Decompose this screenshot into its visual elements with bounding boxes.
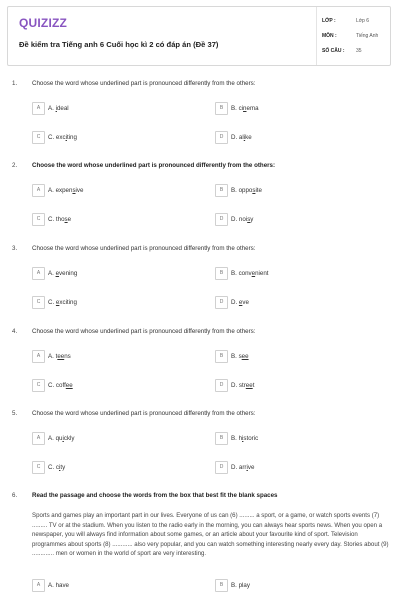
option-text-part: xciting — [59, 299, 77, 306]
option-text-part: nient — [255, 270, 269, 277]
option-text-part: deal — [56, 105, 69, 112]
underlined-part: e — [251, 270, 256, 277]
option-label — [48, 216, 71, 223]
underlined-part: i — [65, 134, 67, 141]
option-text-part: ckly — [63, 435, 75, 442]
option-text-part: ting — [66, 134, 77, 141]
option-label — [231, 299, 249, 306]
option-text-part: D. — [231, 464, 239, 471]
underlined-part: i — [55, 105, 57, 112]
option-letter-box: D — [215, 379, 228, 392]
question-text: Read the passage and choose the words from the box that best fit the blank spaces — [32, 492, 278, 499]
underlined-part: s — [72, 187, 76, 194]
option-letter-box: C — [32, 213, 45, 226]
question-text: Choose the word whose underlined part is pronounced differently from the others: — [32, 245, 256, 252]
option-text-part: s — [238, 353, 242, 360]
document-header — [7, 6, 391, 66]
option-text-part: y — [250, 216, 254, 223]
option-text-part: ke — [245, 134, 252, 141]
option-label — [48, 382, 73, 389]
question-number: 3. — [12, 245, 18, 252]
option-text-part: noi — [238, 216, 248, 223]
option-label — [231, 270, 269, 277]
question-text: Choose the word whose underlined part is pronounced differently from the others: — [32, 80, 256, 87]
option-letter-box: B — [215, 432, 228, 445]
option-text-part: storic — [243, 435, 259, 442]
question-number: 6. — [12, 492, 18, 499]
document-title: Đề kiểm tra Tiếng anh 6 Cuối học kì 2 có đáp án (Đề 37) — [19, 40, 219, 49]
option-text-part: conv — [238, 270, 252, 277]
option-text-part: ive — [75, 187, 84, 194]
option-label — [48, 353, 71, 360]
option-text-part: tho — [55, 216, 65, 223]
option-label — [231, 353, 249, 360]
option-text-part: D. — [231, 216, 239, 223]
option-text-part: C. — [48, 299, 56, 306]
underlined-part: ee — [65, 382, 73, 389]
question-number: 2. — [12, 162, 18, 169]
question-text: Choose the word whose underlined part is pronounced differently from the others: — [32, 410, 256, 417]
option-text-part: C. — [48, 382, 56, 389]
reading-passage: Sports and games play an important part in our lives. Everyone of us can (6) ......... a sport, or a game, or watch sports events (7) ......... TV or at the stadium. When you listen to the radio early in the morning, you can always hear sports news. When you open a newspaper, you will always find information about some games, or an article about your favourite kind of sport. Television programmes about sports (8) ............ also very popular, and you can watch something interesting nearly every day. Stories about (9) ............. men or women in the world of sport are very interesting. — [32, 512, 389, 557]
underlined-part: n — [243, 105, 247, 112]
meta-grade-value: Lớp 6 — [356, 18, 370, 24]
quizizz-logo: QUIZIZZ — [19, 16, 68, 30]
underlined-part: i — [59, 464, 61, 471]
option-letter-box: C — [32, 379, 45, 392]
question-number: 5. — [12, 410, 18, 417]
option-letter-box: A — [32, 102, 45, 115]
option-text-part: have — [55, 582, 69, 589]
option-label — [231, 435, 258, 442]
option-text-part: A. — [48, 270, 56, 277]
option-text-part: ve — [247, 464, 255, 471]
option-text-part: C. — [48, 216, 56, 223]
header-divider — [316, 7, 317, 65]
option-text-part: B. — [231, 105, 239, 112]
option-letter-box: D — [215, 131, 228, 144]
meta-subject-key: MÔN : — [322, 33, 337, 39]
meta-grade-key: LỚP : — [322, 18, 336, 24]
meta-question-count-key: SỐ CÂU : — [322, 48, 345, 54]
option-label — [48, 299, 77, 306]
option-label — [231, 216, 253, 223]
option-label — [231, 187, 262, 194]
option-label — [48, 582, 69, 589]
option-letter-box: D — [215, 213, 228, 226]
option-text-part: C. — [48, 134, 56, 141]
underlined-part: e — [55, 270, 60, 277]
option-text-part: ty — [60, 464, 66, 471]
option-label — [231, 105, 259, 112]
option-text-part: B. — [231, 353, 239, 360]
option-letter-box: A — [32, 184, 45, 197]
option-text-part: A. — [48, 105, 56, 112]
underlined-part: ee — [245, 382, 253, 389]
option-letter-box: C — [32, 296, 45, 309]
option-text-part: vening — [59, 270, 78, 277]
option-text-part: ite — [255, 187, 262, 194]
option-letter-box: B — [215, 579, 228, 592]
option-text-part: expen — [55, 187, 73, 194]
underlined-part: i — [242, 435, 244, 442]
option-letter-box: A — [32, 267, 45, 280]
option-text-part: e — [67, 216, 72, 223]
option-text-part: ve — [242, 299, 249, 306]
option-letter-box: C — [32, 461, 45, 474]
option-text-part: play — [238, 582, 250, 589]
option-text-part: str — [238, 382, 246, 389]
option-text-part: t — [55, 353, 58, 360]
option-text-part: ema — [246, 105, 259, 112]
option-label — [231, 582, 250, 589]
option-letter-box: A — [32, 350, 45, 363]
underlined-part: i — [246, 464, 248, 471]
question-text: Choose the word whose underlined part is pronounced differently from the others: — [32, 328, 256, 335]
option-letter-box: B — [215, 267, 228, 280]
option-text-part: c — [55, 464, 60, 471]
option-letter-box: B — [215, 350, 228, 363]
option-text-part: A. — [48, 582, 56, 589]
option-text-part: arr — [238, 464, 247, 471]
option-label — [48, 270, 77, 277]
question-number: 4. — [12, 328, 18, 335]
option-letter-box: D — [215, 461, 228, 474]
option-letter-box: B — [215, 184, 228, 197]
option-label — [231, 464, 254, 471]
option-text-part: exc — [55, 134, 66, 141]
option-text-part: ns — [64, 353, 71, 360]
option-letter-box: D — [215, 296, 228, 309]
option-letter-box: A — [32, 579, 45, 592]
option-text-part: qu — [55, 435, 63, 442]
option-text-part: B. — [231, 187, 239, 194]
question-number: 1. — [12, 80, 18, 87]
option-text-part: B. — [231, 270, 239, 277]
option-text-part: coff — [55, 382, 66, 389]
option-text-part: A. — [48, 187, 56, 194]
underlined-part: e — [238, 299, 243, 306]
option-label — [48, 134, 77, 141]
option-text-part: B. — [231, 582, 239, 589]
option-letter-box: C — [32, 131, 45, 144]
option-text-part: A. — [48, 435, 56, 442]
option-label — [231, 382, 254, 389]
option-label — [48, 187, 83, 194]
option-text-part: al — [238, 134, 244, 141]
option-text-part: A. — [48, 353, 56, 360]
option-text-part: D. — [231, 299, 239, 306]
option-text-part: h — [238, 435, 243, 442]
underlined-part: i — [62, 435, 64, 442]
option-text-part: t — [252, 382, 255, 389]
underlined-part: s — [252, 187, 256, 194]
question-text: Choose the word whose underlined part is pronounced differently from the others: — [32, 162, 276, 169]
option-label — [48, 435, 75, 442]
meta-question-count-value: 35 — [356, 48, 362, 54]
option-text-part: ci — [238, 105, 244, 112]
option-text-part: C. — [48, 464, 56, 471]
option-text-part: B. — [231, 435, 239, 442]
underlined-part: s — [247, 216, 251, 223]
option-label — [231, 134, 252, 141]
option-text-part: D. — [231, 134, 239, 141]
underlined-part: e — [55, 299, 60, 306]
underlined-part: ee — [241, 353, 249, 360]
option-letter-box: B — [215, 102, 228, 115]
underlined-part: s — [64, 216, 68, 223]
option-text-part: oppo — [238, 187, 253, 194]
option-letter-box: A — [32, 432, 45, 445]
option-text-part: D. — [231, 382, 239, 389]
underlined-part: i — [243, 134, 246, 141]
meta-subject-value: Tiếng Anh — [356, 33, 379, 39]
option-label — [48, 464, 65, 471]
underlined-part: ee — [57, 353, 65, 360]
option-label — [48, 105, 69, 112]
